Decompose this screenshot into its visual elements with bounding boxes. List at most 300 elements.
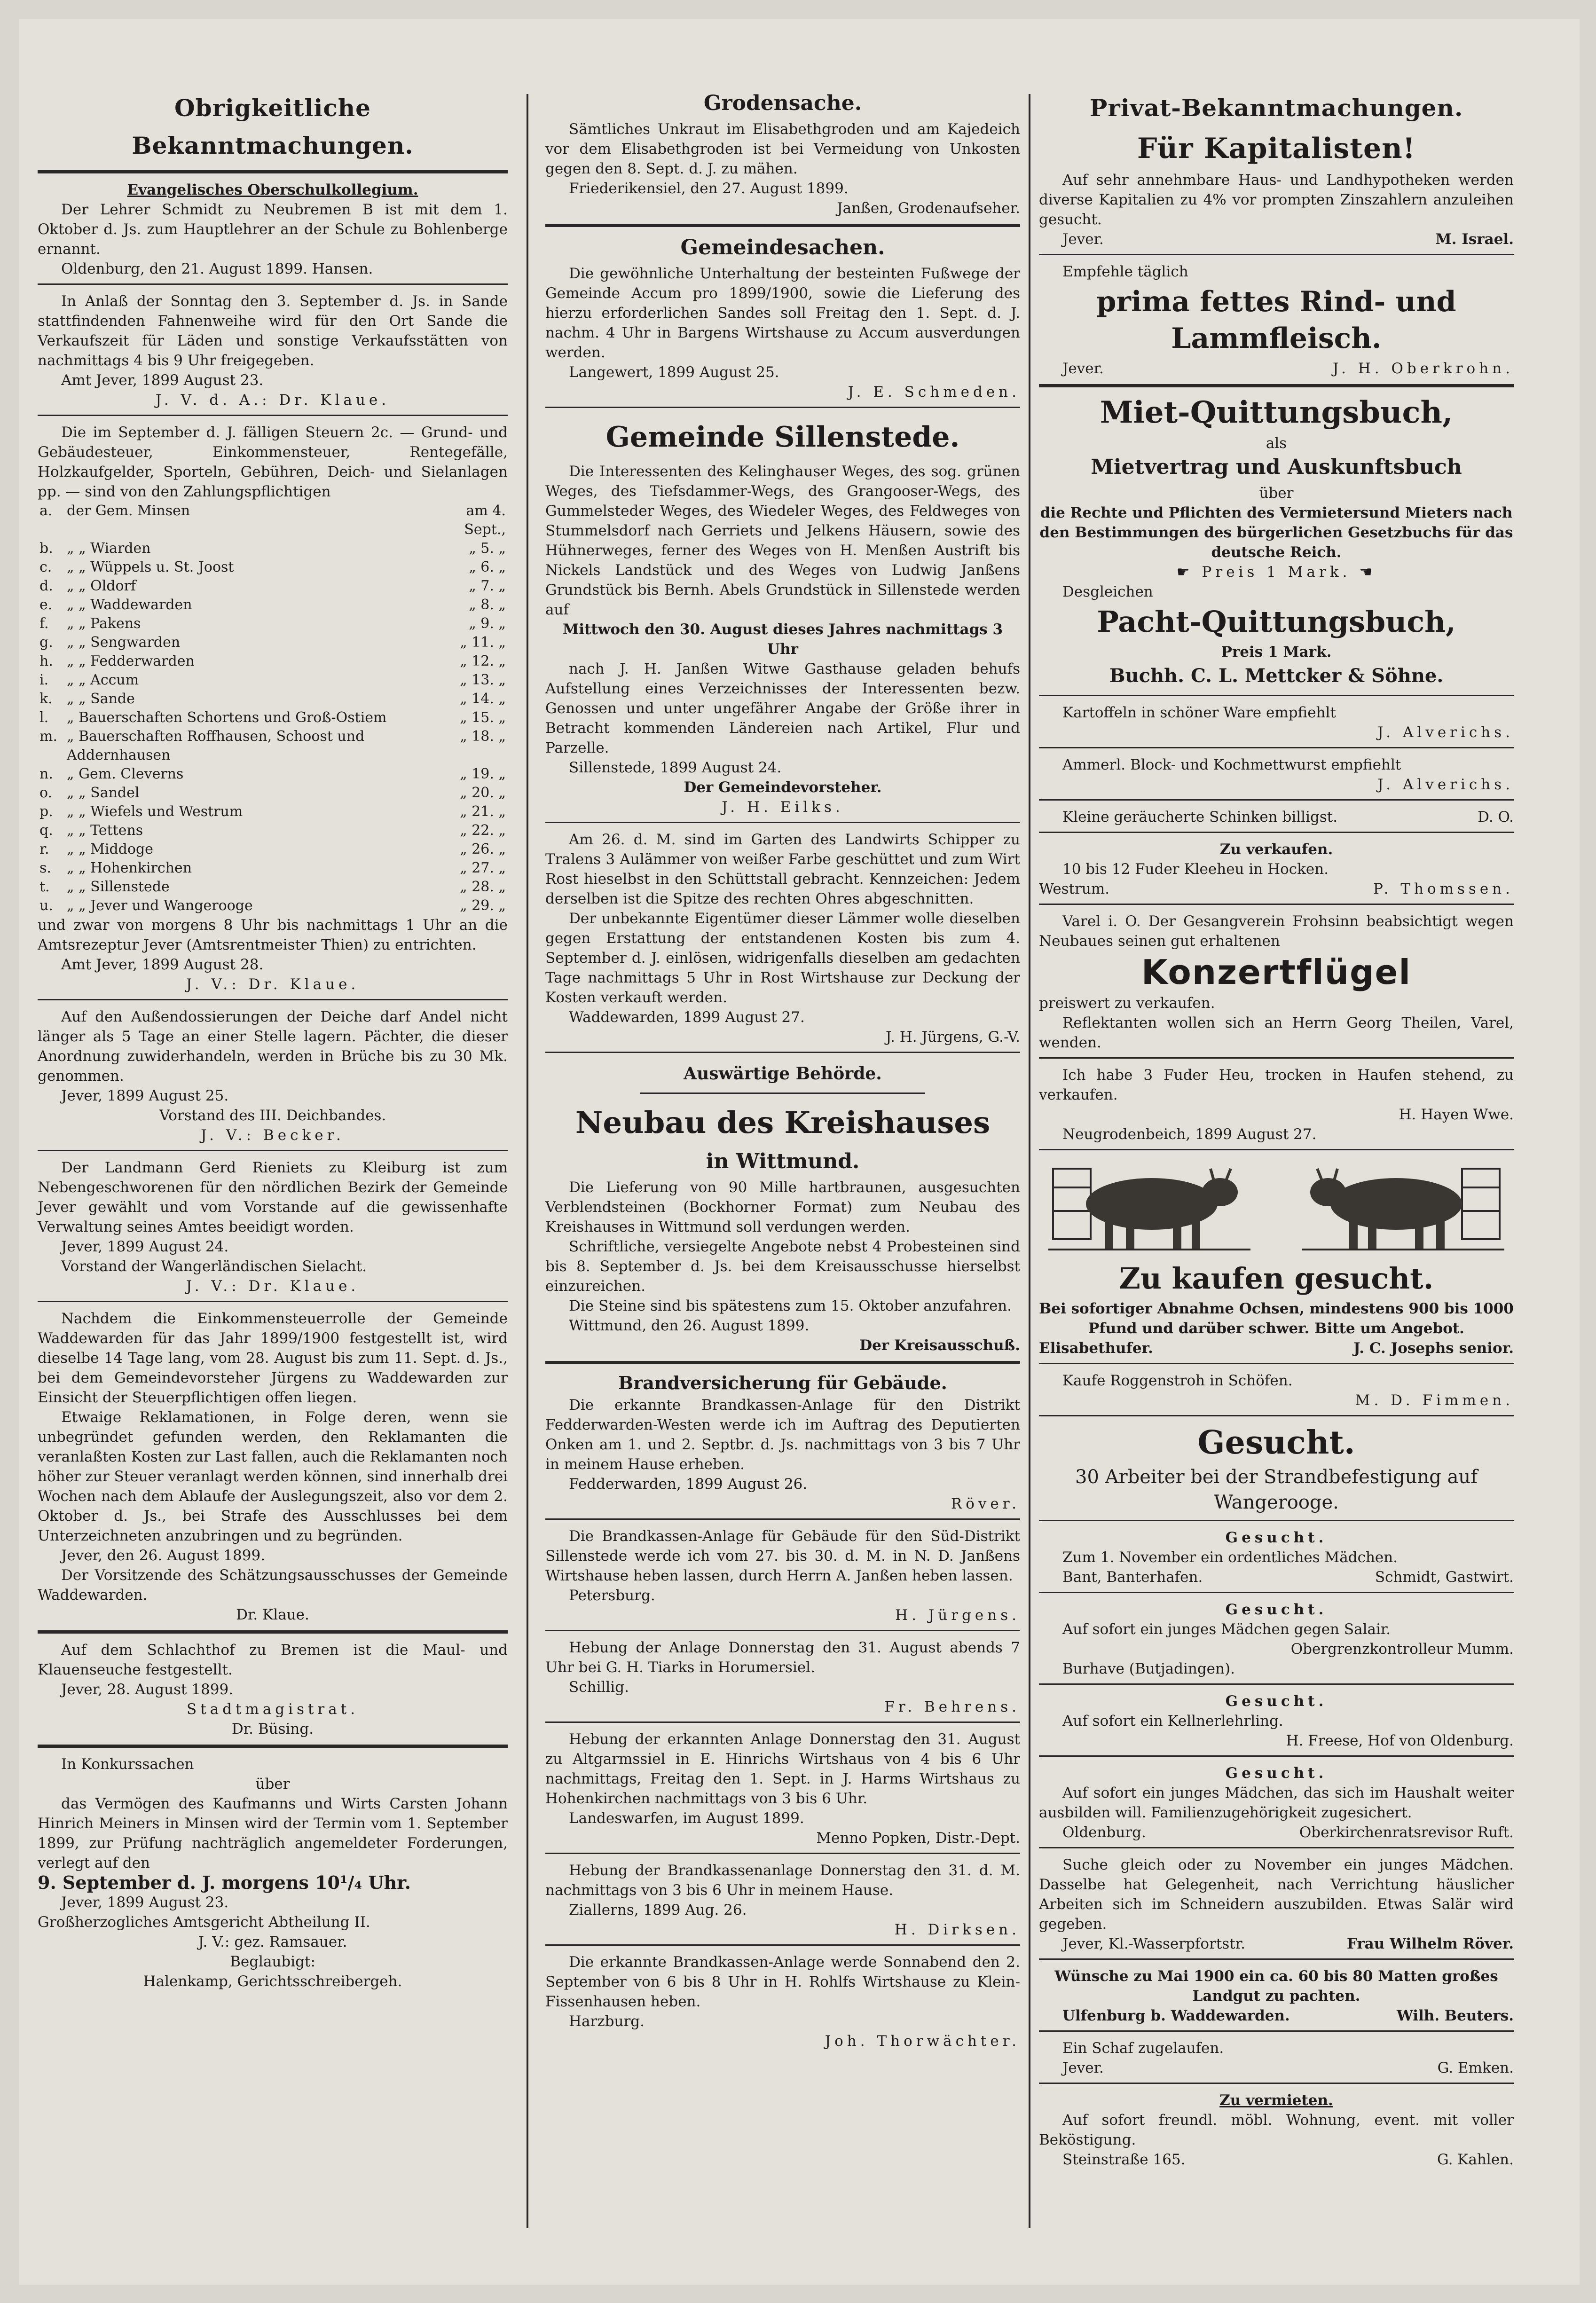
notice-text: Die Brandkassen-Anlage für Gebäude für den Süd-Distrikt Sillenstede werde ich vom 27. bis 30. d. M. in N. D. Janßens Wirtshause heben lassen, durch Herrn A. Janßen heben lassen. (545, 1528, 1020, 1584)
tax-schedule-letter: n. (39, 766, 53, 782)
ad-signature: J. H. Oberkrohn. (1333, 360, 1514, 377)
notice-signature: J. H. Eilks. (722, 799, 844, 816)
ad-gesucht-kellner (1039, 1691, 1514, 1751)
ad-signature: J. Alverichs. (1377, 724, 1514, 741)
divider (38, 1630, 508, 1634)
notice-text: Auf dem Schlachthof zu Bremen ist die Maul- und Klauenseuche festgestellt. (38, 1642, 508, 1678)
divider (1039, 384, 1514, 387)
divider (1039, 747, 1514, 748)
pointing-hand-left-icon: ☛ (1176, 564, 1194, 581)
divider (1039, 254, 1514, 255)
notice-signature: J. H. Jürgens, G.-V. (885, 1029, 1020, 1045)
ad-place: Jever. (1062, 231, 1104, 248)
ad-title: Gesucht. (1225, 1693, 1328, 1710)
tax-schedule-date: „ 6. „ (469, 559, 506, 575)
divider (1039, 1057, 1514, 1059)
notice-brand-sillenstede (545, 1526, 1020, 1625)
divider (1039, 1149, 1514, 1150)
ad-place: Steinstraße 165. (1062, 2151, 1186, 2168)
ad-place: Elisabethufer. (1039, 1340, 1153, 1357)
notice-sielacht (38, 1158, 508, 1296)
tax-schedule-date: „ 19. „ (460, 766, 506, 782)
divider (1039, 832, 1514, 833)
ad-text: Zum 1. November ein ordentliches Mädchen. (1062, 1549, 1398, 1566)
notice-text: Etwaige Reklamationen, in Folge deren, wenn sie unbegründet gefunden werden, den Reklamanten die veranlaßten Kosten zur Last fallen, auch die Reklamanten noch höher zur Steuer veranlagt werden können, sind innerhalb drei Wochen nach dem Ablaufe der Auslegungszeit, also vor dem 2. Oktober d. Js., bei Strafe des Ausschlusses bei dem Unterzeichneten anzubringen und zu begründen. (38, 1409, 508, 1544)
notice-text: Die Lieferung von 90 Mille hartbraunen, ausgesuchten Verblendsteinen (Bockhorner Format) zum Neubau des Kreishauses in Wittmund soll verdungen werden. (545, 1179, 1020, 1235)
notice-text: Die erkannte Brandkassen-Anlage werde Sonnabend den 2. September von 6 bis 8 Uhr in H. Rohlfs Wirtshause zu Klein-Fissenhausen heben. (545, 1954, 1020, 2010)
cattle-illustration (1048, 1157, 1504, 1256)
ad-place: Westrum. (1039, 880, 1110, 897)
notice-place: Wittmund, den 26. August 1899. (569, 1317, 810, 1334)
ad-place: Jever. (1062, 2059, 1104, 2076)
notice-org: Der Kreisausschuß. (859, 1337, 1020, 1354)
tax-schedule-place: „ „ Wiarden (67, 540, 151, 557)
tax-schedule-letter: e. (39, 597, 53, 613)
ad-title: Zu vermieten. (1219, 2092, 1333, 2109)
notice-brand-ziallerns (545, 1861, 1020, 1940)
ad-schneidern (1039, 1855, 1514, 1954)
tax-schedule-row (38, 652, 508, 671)
ad-text: Desgleichen (1062, 583, 1153, 600)
divider (38, 415, 508, 416)
notice-text: Die Interessenten des Kelinghauser Weges, des sog. grünen Weges, des Tiefsdammer-Wegs, des Grangooser-Wegs, des Gummelsteder Weges, des Wiedeler Weges, des Feldweges von Stummelsdorf nach Gerriets und Jelkens Häusern, sowie des Hühnerweges, ferner des Weges von H. Menßen Austrift bis Nickels Landstück und des Weges von Ludwig Janßens Grundstück bis Bernh. Abels Grundstück in Sillenstede werden auf (545, 463, 1020, 618)
tax-schedule-row (38, 539, 508, 558)
notice-place: Landeswarfen, im August 1899. (569, 1810, 804, 1827)
notice-headline: Neubau des Kreishauses (575, 1105, 991, 1140)
notice-kreishaus (545, 1178, 1020, 1355)
notice-place: Schillig. (569, 1679, 629, 1696)
notice-konkurs (38, 1754, 508, 1991)
ad-signature: Frau Wilhelm Röver. (1346, 1935, 1514, 1952)
ad-text: Empfehle täglich (1062, 263, 1188, 280)
ad-gesucht-maedchen (1039, 1528, 1514, 1587)
ad-heu (1039, 1065, 1514, 1144)
ad-signature: D. O. (1478, 809, 1514, 825)
tax-schedule-row (38, 802, 508, 821)
ad-text: Varel i. O. Der Gesangverein Frohsinn beabsichtigt wegen Neubaues seinen gut erhaltenen (1039, 913, 1514, 950)
notice-text: über (255, 1776, 290, 1792)
notice-place: Ziallerns, 1899 Aug. 26. (569, 1902, 747, 1918)
ad-place: Neugrodenbeich, 1899 August 27. (1062, 1126, 1317, 1143)
column-rule (527, 94, 528, 2228)
notice-title: Gemeinde Sillenstede. (605, 421, 960, 454)
ad-text: Ein Schaf zugelaufen. (1062, 2040, 1224, 2057)
ad-headline: Pacht-Quittungsbuch, (1097, 605, 1456, 639)
notice-text: Nachdem die Einkommensteuerrolle der Gemeinde Waddewarden für das Jahr 1899/1900 festgestellt ist, wird dieselbe 14 Tage lang, vom 28. August bis zum 11. Sept. d. Js., bei dem Gemeindevorsteher Jürgens zu Waddewarden zur Einsicht der Steuerpflichtigen offen liegen. (38, 1310, 508, 1406)
notice-signature: Menno Popken, Distr.-Dept. (816, 1830, 1020, 1847)
tax-schedule-letter: t. (39, 879, 50, 895)
tax-schedule-letter: b. (39, 540, 53, 557)
price-label: Preis 1 Mark. (1202, 564, 1351, 581)
notice-steuern (38, 423, 508, 994)
notice-org: Der Vorsitzende des Schätzungsausschusses der Gemeinde Waddewarden. (38, 1567, 508, 1603)
tax-schedule-date: „ 18. „ (460, 728, 506, 745)
divider (545, 224, 1020, 227)
notice-text: Die erkannte Brandkassen-Anlage für den Distrikt Fedderwarden-Westen werde ich im Auftrag des Deputierten Onken am 1. und 2. Septbr. d. Js. nachmittags von 3 bis 7 Uhr in meinem Hause erheben. (545, 1397, 1020, 1473)
notice-signature: Röver. (951, 1495, 1020, 1512)
tax-schedule-place: „ Bauerschaften Schortens und Groß-Ostiem (67, 709, 387, 726)
tax-schedule-date: „ 13. „ (460, 672, 506, 688)
notice-title: Brandversicherung für Gebäude. (618, 1372, 947, 1393)
ad-headline: Zu kaufen gesucht. (1119, 1261, 1434, 1296)
tax-schedule-row (38, 671, 508, 690)
tax-schedule-row (38, 633, 508, 652)
ad-signature: H. Hayen Wwe. (1399, 1106, 1514, 1123)
divider (545, 1721, 1020, 1723)
tax-schedule-letter: l. (39, 709, 49, 726)
tax-schedule-row (38, 502, 508, 539)
tax-schedule-letter: f. (39, 615, 49, 632)
ad-footer (1039, 1338, 1514, 1358)
column-rule (1029, 94, 1030, 2228)
tax-schedule-place: „ „ Sengwarden (67, 634, 181, 651)
ad-text: Auf sofort freundl. möbl. Wohnung, event. mit voller Beköstigung. (1039, 2112, 1514, 2148)
notice-place: Sillenstede, 1899 August 24. (569, 759, 782, 776)
notice-org: Stadtmagistrat. (186, 1701, 359, 1718)
tax-schedule-place: „ „ Pakens (67, 615, 141, 632)
tax-schedule-letter: c. (39, 559, 52, 575)
tax-schedule-date: „ 26. „ (460, 841, 506, 857)
ad-price (1039, 562, 1514, 582)
tax-schedule-letter: s. (39, 860, 51, 876)
ad-signature: J. C. Josephs senior. (1353, 1340, 1514, 1357)
tax-schedule-date: „ 9. „ (469, 615, 506, 632)
tax-schedule-place: „ „ Wüppels u. St. Joost (67, 559, 234, 575)
column-official-notices (38, 89, 508, 1996)
notice-place: Petersburg. (569, 1587, 655, 1604)
notice-signature: H. Dirksen. (894, 1921, 1020, 1938)
ad-schinken (1039, 807, 1514, 827)
tax-schedule-date: „ 11. „ (460, 634, 506, 651)
pointing-hand-right-icon: ☚ (1359, 564, 1376, 581)
divider (545, 1630, 1020, 1631)
tax-schedule-letter: p. (39, 803, 53, 820)
tax-schedule-place: „ „ Sande (67, 691, 135, 707)
notice-schlachthof (38, 1640, 508, 1739)
ad-signature: G. Kahlen. (1437, 2151, 1514, 2168)
tax-schedule-place: „ „ Jever und Wangerooge (67, 897, 253, 914)
tax-schedule-place: „ „ Waddewarden (67, 597, 192, 613)
ad-gesucht-salair (1039, 1600, 1514, 1679)
notice-org: Der Gemeindevorsteher. (684, 779, 882, 796)
ad-signature: M. D. Fimmen. (1355, 1392, 1514, 1409)
ad-landgut (1039, 1966, 1514, 2026)
notice-place: Friederikensiel, den 27. August 1899. (569, 180, 849, 197)
notice-text: nach J. H. Janßen Witwe Gasthause geladen behufs Aufstellung eines Verzeichnisses der Interessenten bezw. Genossen und unter ungefährer Angabe der Größe ihrer in Betracht kommenden Ländereien nach Artikel, Flur und Parzelle. (545, 660, 1020, 756)
tax-schedule-letter: g. (39, 634, 53, 651)
notice-place: Jever, 1899 August 24. (61, 1238, 229, 1255)
divider (545, 407, 1020, 408)
ad-signature: Wilh. Beuters. (1396, 2007, 1514, 2024)
ad-headline: Miet-Quittungsbuch, (1100, 395, 1453, 430)
divider (38, 1150, 508, 1151)
tax-schedule-place: „ „ Sillenstede (67, 879, 170, 895)
divider (1039, 695, 1514, 696)
notice-gemeindesachen (545, 264, 1020, 402)
notice-text: Der Landmann Gerd Rieniets zu Kleiburg ist zum Nebengeschworenen für den nördlichen Bezirk der Gemeinde Jever gewählt und vom Vorstande auf die gewissenhafte Verwaltung seines Amtes beeidigt worden. (38, 1159, 508, 1235)
notice-text: In Konkurssachen (61, 1756, 194, 1773)
tax-schedule-table (38, 502, 508, 915)
ad-signature: J. Alverichs. (1377, 776, 1514, 793)
ad-title: Zu verkaufen. (1219, 841, 1333, 858)
divider (1039, 1363, 1514, 1364)
tax-schedule-place: „ „ Wiefels und Westrum (67, 803, 243, 820)
ad-row (1039, 807, 1514, 827)
ad-text: Auf sofort ein Kellnerlehrling. (1062, 1713, 1283, 1729)
ad-vermieten (1039, 2091, 1514, 2169)
ad-footer (1039, 1823, 1514, 1842)
notice-signature: Janßen, Grodenaufseher. (837, 200, 1020, 217)
ad-text: Auf sehr annehmbare Haus- und Landhypotheken werden diverse Kapitalien zu 4% vor prompten Zinszahlern anzuleihen gesucht. (1039, 172, 1514, 228)
ad-signature: Oberkirchenratsrevisor Ruft. (1299, 1824, 1514, 1841)
ad-konzertfluegel (1039, 912, 1514, 1053)
notice-text: Der unbekannte Eigentümer dieser Lämmer wolle dieselben gegen Erstattung der entstandenen Kosten bis zum 4. September d. J. einlösen, widrigenfalls dieselben am gedachten Tage nachmittags 5 Uhr in Rost Wirtshause zur Deckung der Kosten verkauft werden. (545, 910, 1020, 1006)
notice-title: Auswärtige Behörde. (684, 1064, 882, 1084)
tax-schedule-date: „ 5. „ (469, 540, 506, 557)
ad-text: Kartoffeln in schöner Ware empfiehlt (1062, 704, 1336, 721)
tax-schedule-row (38, 690, 508, 708)
ad-text: Wünsche zu Mai 1900 ein ca. 60 bis 80 Matten großes Landgut zu pachten. (1054, 1968, 1498, 2004)
tax-schedule-letter: m. (39, 728, 57, 745)
ad-footer (1039, 2150, 1514, 2169)
ad-text: über (1259, 485, 1294, 502)
ox-icon (1048, 1159, 1250, 1253)
notice-signature: Fr. Behrens. (884, 1698, 1020, 1715)
ad-title: Gesucht. (1225, 1765, 1328, 1782)
notice-signature: J. V.: gez. Ramsauer. (198, 1934, 347, 1950)
notice-cert: Beglaubigt: (230, 1953, 315, 1970)
notice-deiche (38, 1007, 508, 1145)
ad-schaf (1039, 2038, 1514, 2078)
notice-signature: J. E. Schmeden. (848, 384, 1020, 401)
divider (545, 1944, 1020, 1946)
tax-schedule-row (38, 840, 508, 859)
notice-place: Harzburg. (569, 2013, 645, 2030)
ad-kartoffeln (1039, 703, 1514, 742)
divider (1039, 2030, 1514, 2032)
tax-schedule-letter: d. (39, 578, 53, 594)
ad-text: als (1266, 435, 1287, 452)
ad-headline: Konzertflügel (1141, 952, 1412, 992)
tax-schedule-place: „ „ Fedderwarden (67, 653, 195, 669)
ad-place: Burhave (Butjadingen). (1062, 1660, 1235, 1677)
notice-title: Gemeindesachen. (680, 236, 885, 259)
ad-quittungsbuch (1039, 394, 1514, 690)
tax-schedule-row (38, 727, 508, 765)
column-municipal-notices (545, 89, 1020, 2056)
tax-schedule-place: der Gem. Minsen (67, 503, 190, 519)
tax-schedule-row (38, 821, 508, 840)
ad-signature: G. Emken. (1437, 2059, 1514, 2076)
ad-footer (1039, 229, 1514, 249)
ad-footer (1039, 2058, 1514, 2078)
notice-place: Waddewarden, 1899 August 27. (569, 1009, 805, 1026)
divider (1039, 2083, 1514, 2084)
ad-place: Oldenburg. (1062, 1824, 1146, 1841)
notice-signature: Dr. Büsing. (231, 1721, 314, 1737)
ad-headline: Gesucht. (1197, 1424, 1355, 1462)
tax-schedule-letter: q. (39, 822, 53, 839)
tax-schedule-date: „ 21. „ (460, 803, 506, 820)
tax-schedule-row (38, 896, 508, 915)
ad-signature: Schmidt, Gastwirt. (1375, 1569, 1514, 1586)
divider (38, 1301, 508, 1302)
tax-schedule-place: „ „ Accum (67, 672, 139, 688)
notice-signature: H. Jürgens. (895, 1607, 1020, 1624)
ad-mettwurst (1039, 755, 1514, 794)
ad-place: Jever. (1062, 360, 1104, 377)
tax-schedule-place: „ „ Oldorf (67, 578, 136, 594)
notice-signature: Joh. Thorwächter. (825, 2033, 1020, 2050)
notice-grodensache (545, 119, 1020, 218)
tax-schedule-date: „ 27. „ (460, 860, 506, 876)
notice-place: Langewert, 1899 August 25. (569, 364, 779, 381)
ad-ochsen (1039, 1157, 1514, 1358)
notice-clerk: Halenkamp, Gerichtsschreibergeh. (143, 1973, 402, 1990)
notice-laemmer (545, 830, 1020, 1047)
ad-arbeiter (1039, 1423, 1514, 1515)
tax-schedule-row (38, 708, 508, 727)
tax-schedule-row (38, 558, 508, 577)
tax-schedule-place: „ „ Hohenkirchen (67, 860, 192, 876)
ad-text: preiswert zu verkaufen. (1039, 995, 1215, 1012)
ad-text: Ammerl. Block- und Kochmettwurst empfiehlt (1062, 756, 1401, 773)
notice-place: Amt Jever, 1899 August 23. (61, 372, 264, 389)
tax-schedule-date: „ 22. „ (460, 822, 506, 839)
notice-signature: J. V.: Becker. (201, 1127, 345, 1144)
notice-place: Jever, 1899 August 23. (61, 1894, 229, 1911)
ad-roggenstroh (1039, 1371, 1514, 1410)
tax-schedule-date: „ 7. „ (469, 578, 506, 594)
notice-place: Fedderwarden, 1899 August 26. (569, 1476, 808, 1493)
tax-schedule-date: am 4. Sept., (464, 503, 506, 538)
notice-signature: Oldenburg, den 21. August 1899. Hansen. (61, 260, 373, 277)
ad-place: Jever, Kl.-Wasserpfortstr. (1062, 1935, 1245, 1952)
notice-headline: in Wittmund. (706, 1149, 860, 1173)
divider (38, 283, 508, 285)
ad-kapitalisten (1039, 170, 1514, 249)
tax-schedule-date: „ 14. „ (460, 691, 506, 707)
divider (1039, 904, 1514, 905)
divider (1039, 1592, 1514, 1593)
notice-text: Schriftliche, versiegelte Angebote nebst 4 Probesteinen sind bis 8. September d. Js. bei dem Kreisausschusse hierselbst einzureichen. (545, 1238, 1020, 1295)
notice-brand-harzburg (545, 1952, 1020, 2051)
divider (1039, 1415, 1514, 1416)
tax-schedule-place: „ „ Tettens (67, 822, 143, 839)
tax-schedule-row (38, 765, 508, 784)
notice-signature: J. V. d. A.: Dr. Klaue. (155, 392, 390, 409)
notice-text: Der Lehrer Schmidt zu Neubremen B ist mit dem 1. Oktober d. Js. zum Hauptlehrer an der Schule zu Bohlenberge ernannt. (38, 201, 508, 258)
ad-signature: M. Israel. (1435, 231, 1514, 248)
tax-schedule-row (38, 614, 508, 633)
divider (38, 999, 508, 1000)
divider (1039, 1847, 1514, 1848)
notice-brand-landeswarfen (545, 1729, 1020, 1848)
notice-date: Mittwoch den 30. August dieses Jahres nachmittags 3 Uhr (562, 621, 1003, 658)
notice-signature: Dr. Klaue. (236, 1606, 309, 1623)
notice-signature: J. V.: Dr. Klaue. (186, 976, 360, 993)
divider (545, 1052, 1020, 1053)
divider (38, 1745, 508, 1748)
divider (1039, 1958, 1514, 1960)
notice-text: Sämtliches Unkraut im Elisabethgroden und am Kajedeich vor dem Elisabethgroden ist bei Vermeidung von Unkosten gegen den 8. Sept. d. J. zu mähen. (545, 121, 1020, 177)
ad-signature: Buchh. C. L. Mettcker & Söhne. (1109, 665, 1444, 687)
notice-place: Jever, 1899 August 25. (61, 1087, 229, 1104)
ad-place: Ulfenburg b. Waddewarden. (1062, 2007, 1290, 2024)
tax-schedule-place: „ Gem. Cleverns (67, 766, 184, 782)
ad-text: die Rechte und Pflichten des Vermietersund Mieters nach den Bestimmungen des bürgerlichen Gesetzbuchs für das deutsche Reich. (1039, 504, 1513, 561)
tax-schedule-place: „ „ Middoge (67, 841, 153, 857)
newspaper-page (19, 19, 1580, 2285)
tax-schedule-date: „ 20. „ (460, 785, 506, 801)
notice-text: Auf den Außendossierungen der Deiche darf Andel nicht länger als 5 Tage an einer Stelle lagern. Pächter, die dieser Anordnung zuwiderhandeln, werden in Brüche bis zu 30 Mk. genommen. (38, 1008, 508, 1085)
notice-text: Die gewöhnliche Unterhaltung der besteinten Fußwege der Gemeinde Accum pro 1899/1900, sowie die Lieferung des hierzu erforderlichen Sandes soll Freitag den 1. Sept. d. J. nachm. 4 Uhr in Bargens Wirtshause zu Accum ausverdungen werden. (545, 265, 1020, 361)
divider (545, 1361, 1020, 1364)
notice-org: Vorstand des III. Deichbandes. (159, 1107, 386, 1124)
ad-text: 30 Arbeiter bei der Strandbefestigung auf Wangerooge. (1075, 1466, 1478, 1513)
ad-text: Kaufe Roggenstroh in Schöfen. (1062, 1372, 1293, 1389)
ad-text: Auf sofort ein junges Mädchen gegen Salair. (1062, 1621, 1391, 1638)
ad-fleisch (1039, 262, 1514, 378)
ad-footer (1039, 1934, 1514, 1954)
tax-schedule-letter: r. (39, 841, 49, 857)
divider (1039, 1520, 1514, 1521)
ad-headline: Für Kapitalisten! (1137, 132, 1416, 165)
tax-schedule-date: „ 8. „ (469, 597, 506, 613)
ad-text: Reflektanten wollen sich an Herrn Georg Theilen, Varel, wenden. (1039, 1014, 1514, 1051)
notice-date: 9. September d. J. morgens 10¹/₄ Uhr. (38, 1872, 411, 1893)
notice-signature: J. V.: Dr. Klaue. (186, 1278, 360, 1295)
notice-place: Jever, den 26. August 1899. (61, 1547, 266, 1564)
notice-text: das Vermögen des Kaufmanns und Wirts Carsten Johann Hinrich Meiners in Minsen wird der Termin vom 1. September 1899, zur Prüfung nachträglich angemeldeter Forderungen, verlegt auf den (38, 1795, 508, 1871)
notice-einkommensteuer (38, 1309, 508, 1625)
ad-footer (1039, 2006, 1514, 2026)
notice-title: Grodensache. (703, 91, 862, 115)
column-private-notices (1039, 89, 1514, 2174)
tax-schedule-date: „ 28. „ (460, 879, 506, 895)
notice-fahnenweihe (38, 291, 508, 410)
notice-text: Die im September d. J. fälligen Steuern 2c. — Grund- und Gebäudesteuer, Einkommensteuer, Rentegefälle, Holzkaufgelder, Sporteln, Gebühren, Deich- und Sielanlagen pp. — sind von den Zahlungspflichtigen (38, 424, 508, 500)
ad-title: Gesucht. (1225, 1529, 1328, 1546)
tax-schedule-letter: o. (39, 785, 53, 801)
ad-text: Kleine geräucherte Schinken billigst. (1062, 809, 1338, 825)
ad-footer (1039, 879, 1514, 899)
notice-text: Hebung der erkannten Anlage Donnerstag den 31. August zu Altgarmssiel in E. Hinrichs Wirtshaus von 4 bis 6 Uhr nachmittags, Freitag den 1. Sept. in J. Harms Wirtshaus zu Hohenkirchen nachmittags von 3 bis 6 Uhr. (545, 1731, 1020, 1807)
tax-schedule-date: „ 15. „ (460, 709, 506, 726)
ad-place: Bant, Banterhafen. (1062, 1569, 1203, 1586)
ad-signature: Obergrenzkontrolleur Mumm. (1290, 1641, 1514, 1658)
section-heading: Privat-Bekanntmachungen. (1089, 94, 1463, 122)
notice-org: Großherzogliches Amtsgericht Abtheilung II. (38, 1914, 370, 1931)
notice-sillenstede (545, 462, 1020, 817)
tax-schedule-letter: u. (39, 897, 53, 914)
divider (1039, 799, 1514, 801)
ad-footer (1039, 359, 1514, 378)
ad-text: Bei sofortiger Abnahme Ochsen, mindestens 900 bis 1000 Pfund und darüber schwer. Bitte um Angebot. (1039, 1300, 1514, 1337)
ad-price: Preis 1 Mark. (1221, 644, 1332, 660)
divider (1039, 1755, 1514, 1757)
notice-org: Vorstand der Wangerländischen Sielacht. (61, 1258, 367, 1275)
ad-footer (1039, 1567, 1514, 1587)
tax-schedule-row (38, 596, 508, 614)
section-heading: Obrigkeitliche Bekanntmachungen. (132, 94, 414, 159)
notice-text: Hebung der Brandkassenanlage Donnerstag den 31. d. M. nachmittags von 3 bis 6 Uhr in meinem Hause. (545, 1862, 1020, 1899)
ad-gesucht-haushalt (1039, 1763, 1514, 1842)
tax-schedule-row (38, 577, 508, 596)
notice-text: Hebung der Anlage Donnerstag den 31. August abends 7 Uhr bei G. H. Tiarks in Horumersiel. (545, 1639, 1020, 1676)
notice-brand-schillig (545, 1638, 1020, 1717)
ad-title: Gesucht. (1225, 1601, 1328, 1618)
